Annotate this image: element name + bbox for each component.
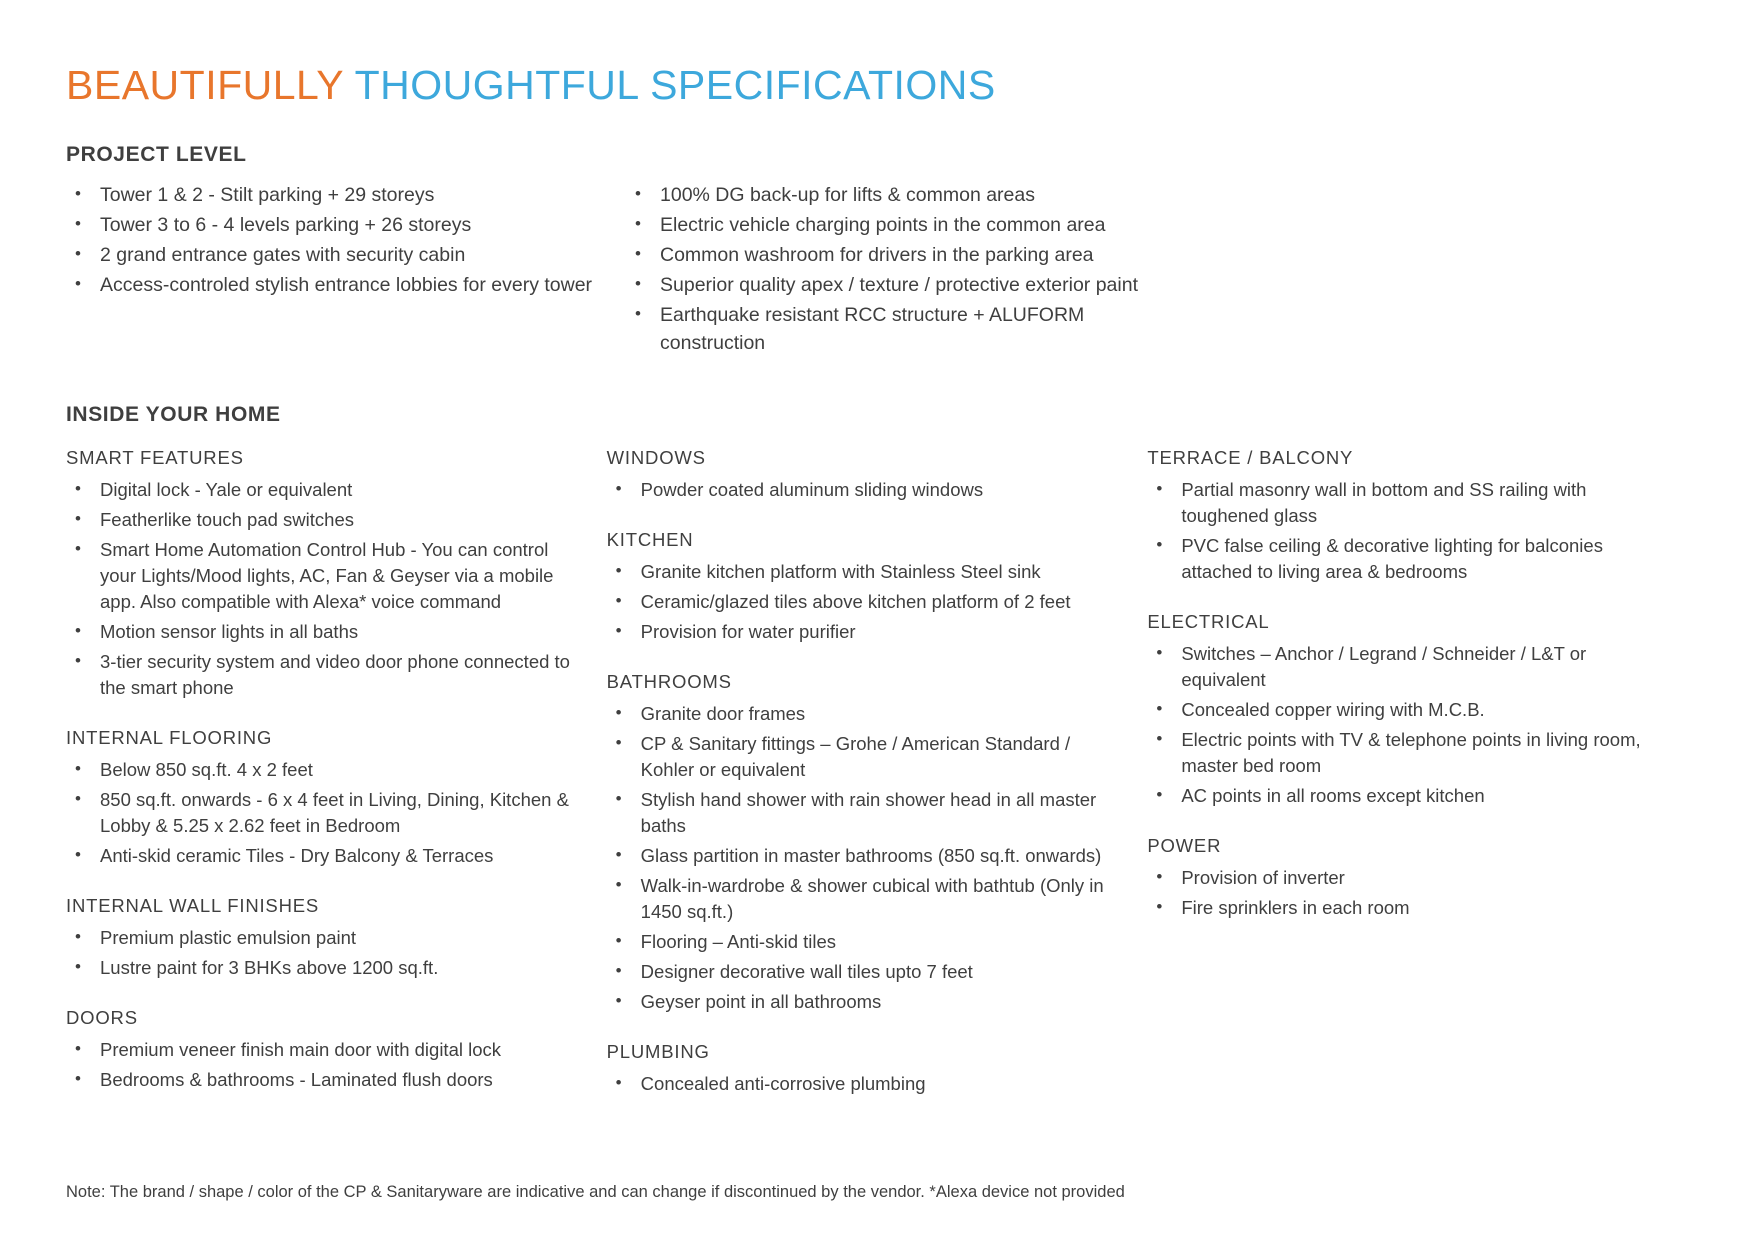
list-item: • Digital lock - Yale or equivalent <box>66 477 583 503</box>
group-internal-flooring <box>66 727 583 869</box>
group-terrace-balcony <box>1147 447 1664 585</box>
list-kitchen <box>607 559 1124 645</box>
project-level-columns <box>66 181 1688 359</box>
group-doors <box>66 1007 583 1093</box>
subheading-power: POWER <box>1147 835 1222 856</box>
list-item: • Electric vehicle charging points in the common area <box>626 211 1186 239</box>
list-item: • Superior quality apex / texture / protective exterior paint <box>626 271 1186 299</box>
group-electrical <box>1147 611 1664 809</box>
group-plumbing <box>607 1041 1124 1097</box>
inside-home-column-1 <box>66 447 607 1101</box>
list-item: • 850 sq.ft. onwards - 6 x 4 feet in Living, Dining, Kitchen & Lobby & 5.25 x 2.62 feet in Bedroom <box>66 787 583 839</box>
subheading-internal-flooring: INTERNAL FLOORING <box>66 727 273 748</box>
subheading-plumbing: PLUMBING <box>606 1041 710 1062</box>
project-level-list-1 <box>66 181 626 299</box>
list-item: • Access-controled stylish entrance lobbies for every tower <box>66 271 626 299</box>
subheading-doors: DOORS <box>66 1007 138 1028</box>
subheading-terrace-balcony: TERRACE / BALCONY <box>1147 447 1354 468</box>
list-item: • Bedrooms & bathrooms - Laminated flush doors <box>66 1067 583 1093</box>
group-bathrooms <box>607 671 1124 1015</box>
list-internal-wall-finishes <box>66 925 583 981</box>
subheading-smart-features: SMART FEATURES <box>66 447 244 468</box>
list-item: • 2 grand entrance gates with security cabin <box>66 241 626 269</box>
list-item: • 3-tier security system and video door phone connected to the smart phone <box>66 649 583 701</box>
list-doors <box>66 1037 583 1093</box>
list-item: • Fire sprinklers in each room <box>1147 895 1664 921</box>
list-item: • Granite kitchen platform with Stainless Steel sink <box>607 559 1124 585</box>
list-item: • Below 850 sq.ft. 4 x 2 feet <box>66 757 583 783</box>
list-item: • PVC false ceiling & decorative lighting for balconies attached to living area & bedrooms <box>1147 533 1664 585</box>
footnote: Note: The brand / shape / color of the CP & Sanitaryware are indicative and can change if discontinued by the vendor. *Alexa device not provided <box>66 1183 1125 1201</box>
subheading-internal-wall-finishes: INTERNAL WALL FINISHES <box>66 895 320 916</box>
list-item: • Tower 1 & 2 - Stilt parking + 29 storeys <box>66 181 626 209</box>
list-item: • Provision of inverter <box>1147 865 1664 891</box>
list-item: • Switches – Anchor / Legrand / Schneider / L&T or equivalent <box>1147 641 1664 693</box>
inside-home-column-3 <box>1147 447 1688 1101</box>
list-item: • CP & Sanitary fittings – Grohe / American Standard / Kohler or equivalent <box>607 731 1124 783</box>
list-item: • Motion sensor lights in all baths <box>66 619 583 645</box>
group-kitchen <box>607 529 1124 645</box>
list-item: • Tower 3 to 6 - 4 levels parking + 26 storeys <box>66 211 626 239</box>
page-title-word-beautifully: BEAUTIFULLY <box>66 62 344 108</box>
list-item: • Concealed anti-corrosive plumbing <box>607 1071 1124 1097</box>
list-plumbing <box>607 1071 1124 1097</box>
list-item: • Smart Home Automation Control Hub - You can control your Lights/Mood lights, AC, Fan & Geyser via a mobile app. Also compatible with Alexa* voice command <box>66 537 583 615</box>
list-item: • Concealed copper wiring with M.C.B. <box>1147 697 1664 723</box>
list-item: • Premium plastic emulsion paint <box>66 925 583 951</box>
inside-home-columns <box>66 447 1688 1101</box>
list-item: • Anti-skid ceramic Tiles - Dry Balcony & Terraces <box>66 843 583 869</box>
list-item: • 100% DG back-up for lifts & common areas <box>626 181 1186 209</box>
list-item: • Common washroom for drivers in the parking area <box>626 241 1186 269</box>
list-item: • Premium veneer finish main door with digital lock <box>66 1037 583 1063</box>
list-item: • Flooring – Anti-skid tiles <box>607 929 1124 955</box>
group-smart-features <box>66 447 583 701</box>
list-item: • Partial masonry wall in bottom and SS railing with toughened glass <box>1147 477 1664 529</box>
page-title-word-thoughtful-specifications: THOUGHTFUL SPECIFICATIONS <box>354 62 996 108</box>
list-item: • Stylish hand shower with rain shower head in all master baths <box>607 787 1124 839</box>
list-item: • Walk-in-wardrobe & shower cubical with bathtub (Only in 1450 sq.ft.) <box>607 873 1124 925</box>
project-level-list-2 <box>626 181 1186 357</box>
section-heading-inside-your-home: INSIDE YOUR HOME <box>66 403 281 426</box>
inside-home-column-2 <box>607 447 1148 1101</box>
list-internal-flooring <box>66 757 583 869</box>
subheading-windows: WINDOWS <box>606 447 706 468</box>
list-item: • Provision for water purifier <box>607 619 1124 645</box>
project-level-column-1 <box>66 181 626 359</box>
list-terrace-balcony <box>1147 477 1664 585</box>
group-power <box>1147 835 1664 921</box>
list-item: • Lustre paint for 3 BHKs above 1200 sq.ft. <box>66 955 583 981</box>
list-item: • Geyser point in all bathrooms <box>607 989 1124 1015</box>
list-item: • Powder coated aluminum sliding windows <box>607 477 1124 503</box>
list-item: • Featherlike touch pad switches <box>66 507 583 533</box>
list-power <box>1147 865 1664 921</box>
list-electrical <box>1147 641 1664 809</box>
list-item: • AC points in all rooms except kitchen <box>1147 783 1664 809</box>
list-item: • Earthquake resistant RCC structure + ALUFORM construction <box>626 301 1186 357</box>
subheading-kitchen: KITCHEN <box>606 529 694 550</box>
subheading-bathrooms: BATHROOMS <box>606 671 732 692</box>
subheading-electrical: ELECTRICAL <box>1147 611 1270 632</box>
group-internal-wall-finishes <box>66 895 583 981</box>
list-bathrooms <box>607 701 1124 1015</box>
list-item: • Electric points with TV & telephone points in living room, master bed room <box>1147 727 1664 779</box>
list-item: • Designer decorative wall tiles upto 7 feet <box>607 959 1124 985</box>
list-item: • Ceramic/glazed tiles above kitchen platform of 2 feet <box>607 589 1124 615</box>
section-heading-project-level: PROJECT LEVEL <box>66 143 247 166</box>
group-windows <box>607 447 1124 503</box>
project-level-column-2 <box>626 181 1186 359</box>
list-item: • Glass partition in master bathrooms (850 sq.ft. onwards) <box>607 843 1124 869</box>
page-title <box>66 62 1688 109</box>
list-item: • Granite door frames <box>607 701 1124 727</box>
list-windows <box>607 477 1124 503</box>
list-smart-features <box>66 477 583 701</box>
